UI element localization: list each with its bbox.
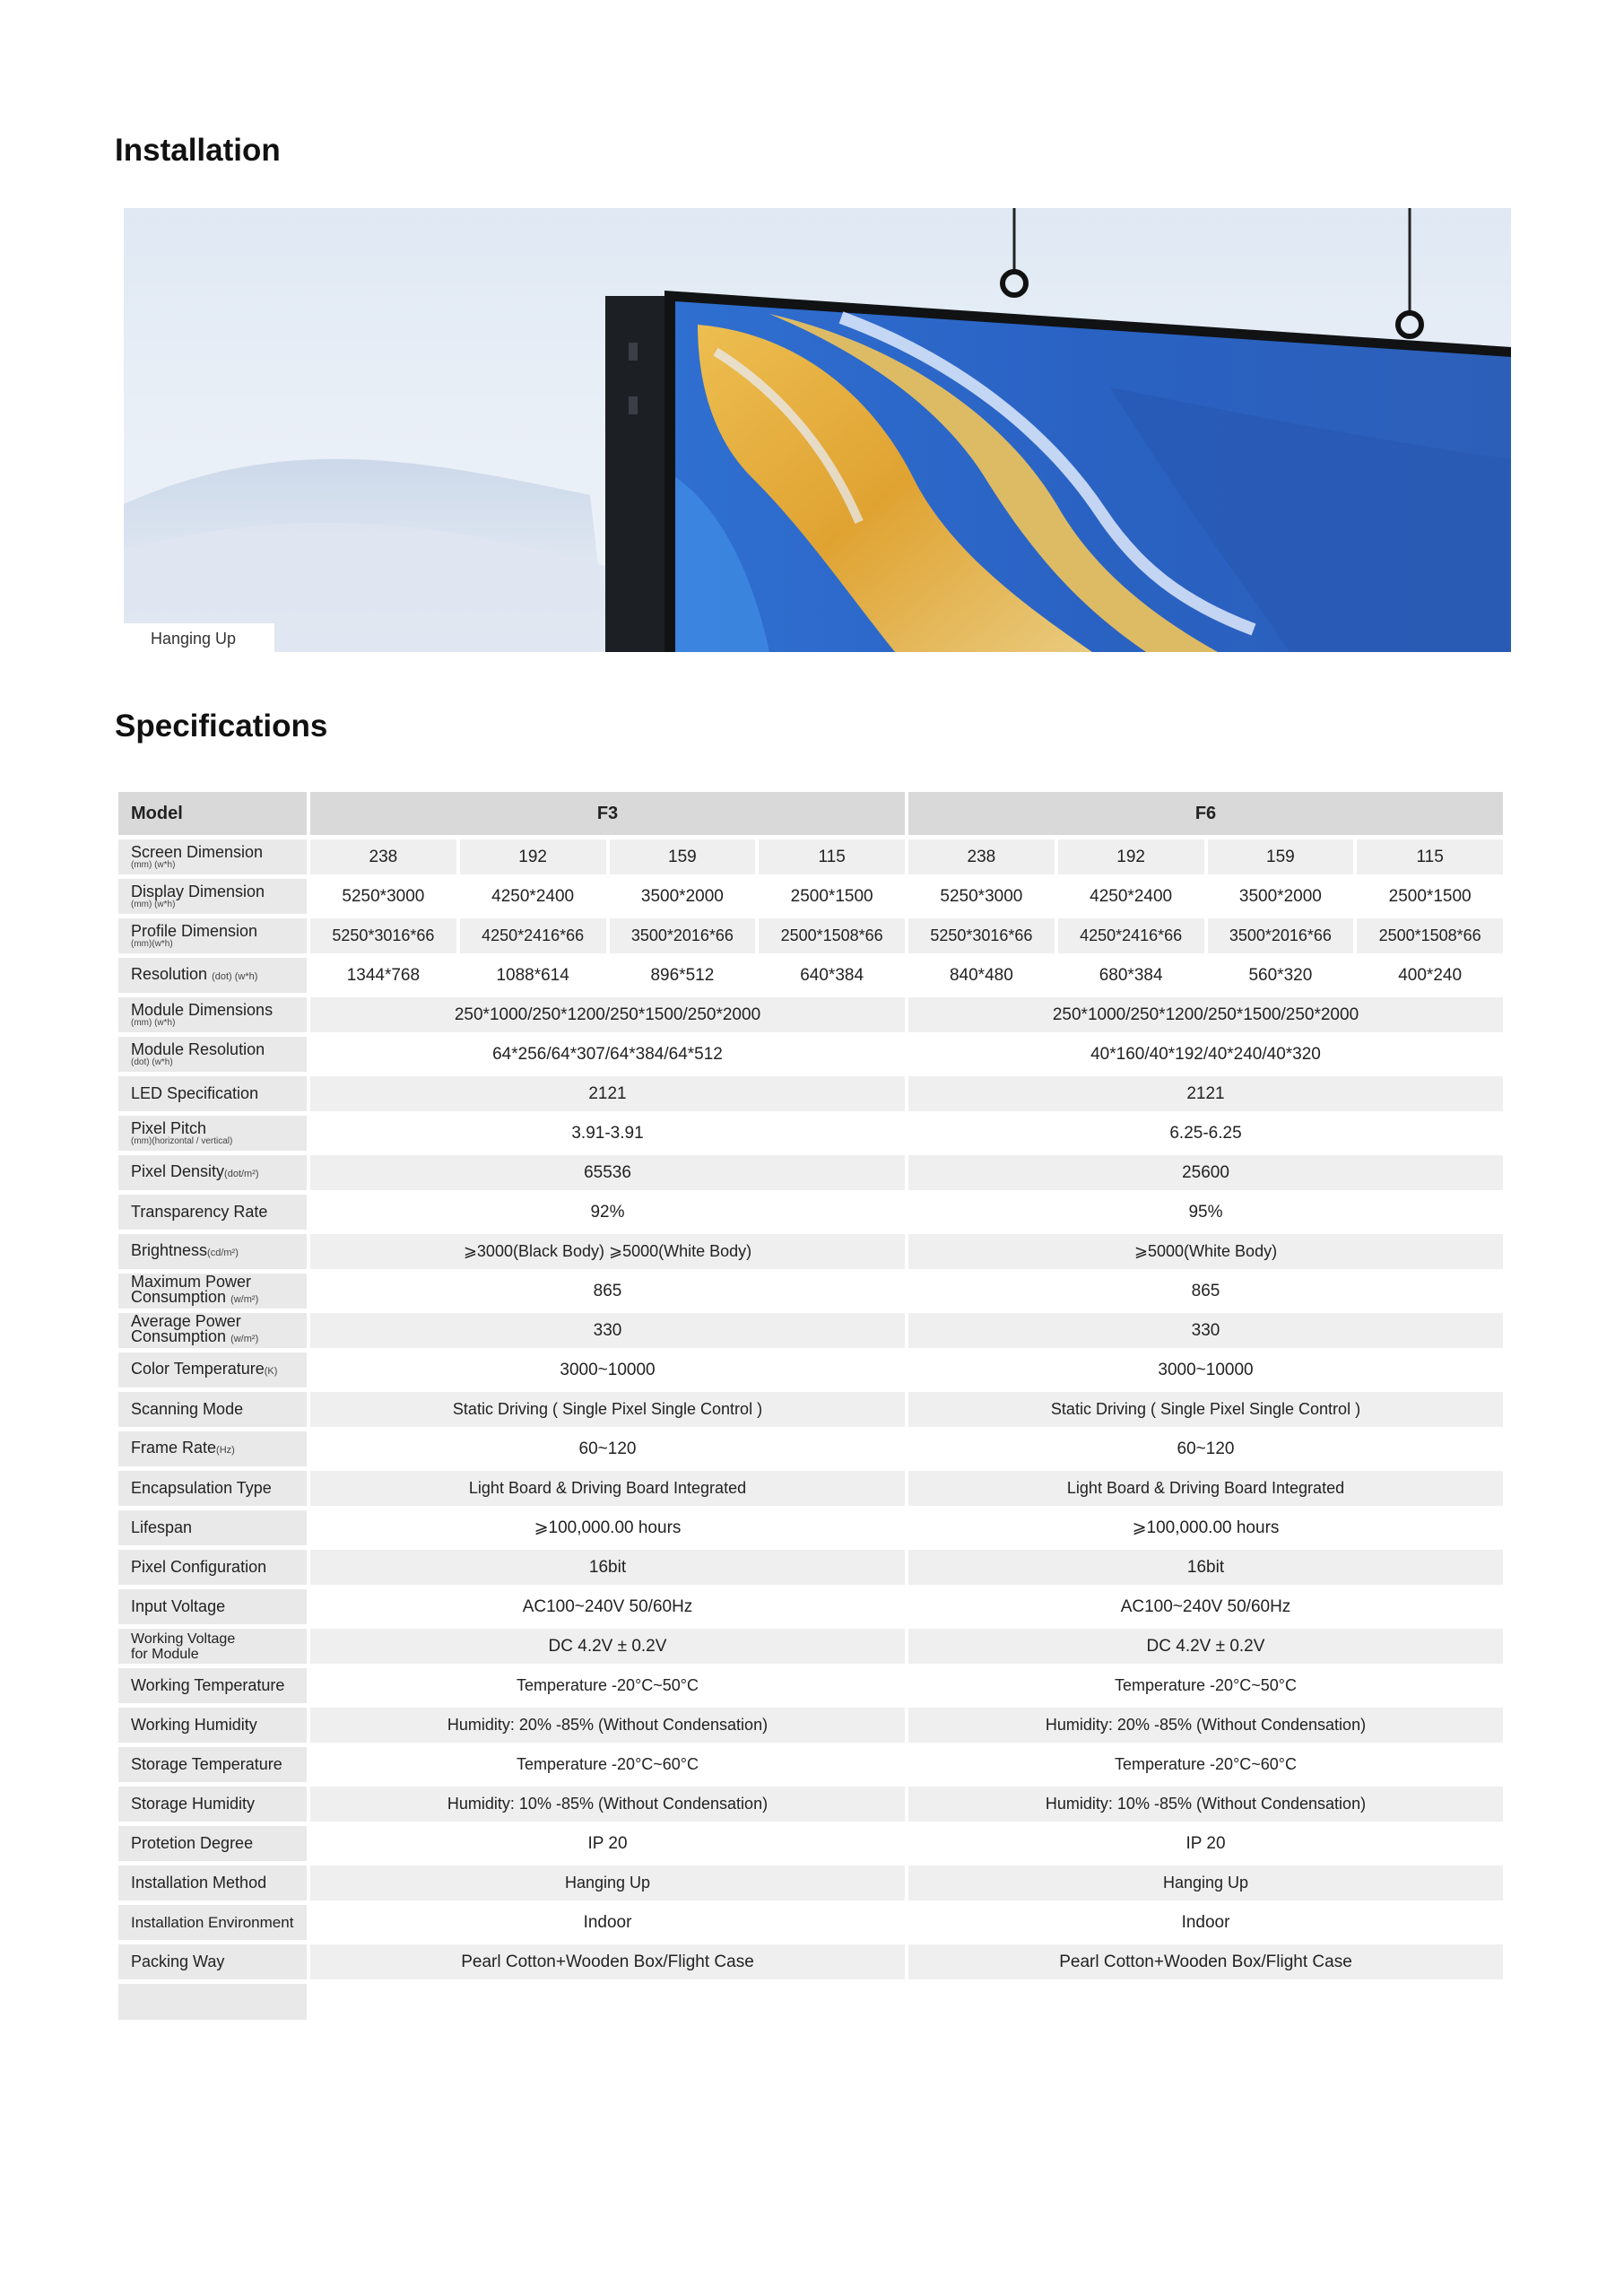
table-row	[118, 1195, 1503, 1230]
table-cell: 5250*3000	[310, 879, 456, 914]
table-cell: Static Driving ( Single Pixel Single Control )	[908, 1392, 1503, 1427]
table-row	[118, 1589, 1503, 1624]
table-cell: ⩾100,000.00 hours	[310, 1510, 905, 1545]
row-label: Storage Humidity	[118, 1787, 307, 1822]
table-cell: Hanging Up	[908, 1866, 1503, 1900]
row-label: Installation Method	[118, 1866, 307, 1900]
table-cell: 2121	[908, 1076, 1503, 1111]
table-cell: 3000~10000	[310, 1352, 905, 1387]
table-cell: 840*480	[908, 958, 1055, 993]
installation-title: Installation	[115, 133, 281, 168]
table-row	[118, 879, 1503, 914]
table-cell: 3000~10000	[908, 1352, 1503, 1387]
table-row	[118, 1629, 1503, 1664]
table-cell: Humidity: 10% -85% (Without Condensation)	[310, 1787, 905, 1822]
table-row	[118, 1234, 1503, 1269]
row-label: Frame Rate(Hz)	[118, 1431, 307, 1466]
row-label: Screen Dimension (mm) (w*h)	[118, 839, 307, 874]
row-label: Pixel Configuration	[118, 1550, 307, 1585]
table-cell: Humidity: 10% -85% (Without Condensation)	[908, 1787, 1503, 1822]
table-cell: Light Board & Driving Board Integrated	[310, 1471, 905, 1506]
row-label: Pixel Pitch (mm)(horizontal / vertical)	[118, 1116, 307, 1151]
table-row	[118, 1155, 1503, 1190]
table-row	[118, 1787, 1503, 1822]
table-cell: 2500*1508*66	[1357, 918, 1503, 953]
table-cell: 238	[908, 839, 1055, 874]
specifications-table	[115, 787, 1507, 2024]
table-cell: 16bit	[310, 1550, 905, 1585]
row-label: Brightness(cd/m²)	[118, 1234, 307, 1269]
row-label: Color Temperature(K)	[118, 1352, 307, 1387]
row-label: Working Voltage for Module	[118, 1629, 307, 1664]
table-cell: 159	[610, 839, 756, 874]
table-cell: 115	[759, 839, 905, 874]
row-label: Packing Way	[118, 1944, 307, 1979]
table-row	[118, 997, 1503, 1032]
table-row	[118, 1313, 1503, 1348]
row-label: Module Resolution (dot) (w*h)	[118, 1037, 307, 1072]
table-cell: 5250*3000	[908, 879, 1055, 914]
table-cell: 330	[908, 1313, 1503, 1348]
row-label	[118, 1984, 307, 2020]
table-cell: 250*1000/250*1200/250*1500/250*2000	[310, 997, 905, 1032]
table-row	[118, 918, 1503, 953]
table-cell: 4250*2400	[460, 879, 606, 914]
row-label: Maximum Power Consumption (w/m²)	[118, 1274, 307, 1309]
row-label: Input Voltage	[118, 1589, 307, 1624]
table-cell: DC 4.2V ± 0.2V	[908, 1629, 1503, 1664]
table-cell: Indoor	[908, 1905, 1503, 1940]
table-cell: Humidity: 20% -85% (Without Condensation)	[908, 1708, 1503, 1743]
table-cell: 3500*2016*66	[610, 918, 756, 953]
row-label: Scanning Mode	[118, 1392, 307, 1427]
table-row-empty	[118, 1984, 1503, 2020]
table-cell: 192	[460, 839, 606, 874]
table-cell: Temperature -20°C~50°C	[908, 1668, 1503, 1703]
table-cell: 2500*1500	[1357, 879, 1503, 914]
table-cell: AC100~240V 50/60Hz	[310, 1589, 905, 1624]
table-cell: 3500*2000	[610, 879, 756, 914]
row-label: Working Temperature	[118, 1668, 307, 1703]
table-row	[118, 1510, 1503, 1545]
table-cell: 560*320	[1208, 958, 1354, 993]
table-cell: Pearl Cotton+Wooden Box/Flight Case	[310, 1944, 905, 1979]
table-cell: ⩾5000(White Body)	[908, 1234, 1503, 1269]
table-row	[118, 1708, 1503, 1743]
table-cell: 865	[310, 1274, 905, 1309]
table-cell: ⩾3000(Black Body) ⩾5000(White Body)	[310, 1234, 905, 1269]
row-label: Working Humidity	[118, 1708, 307, 1743]
row-label: Protetion Degree	[118, 1826, 307, 1861]
table-cell: 95%	[908, 1195, 1503, 1230]
table-cell: 64*256/64*307/64*384/64*512	[310, 1037, 905, 1072]
table-cell: 60~120	[310, 1431, 905, 1466]
table-row	[118, 1668, 1503, 1703]
table-cell: 1344*768	[310, 958, 456, 993]
table-row	[118, 1471, 1503, 1506]
table-cell: 159	[1208, 839, 1354, 874]
table-cell: Temperature -20°C~50°C	[310, 1668, 905, 1703]
table-cell: 2121	[310, 1076, 905, 1111]
row-label: Pixel Density(dot/m²)	[118, 1155, 307, 1190]
table-cell: 3500*2000	[1208, 879, 1354, 914]
table-cell: AC100~240V 50/60Hz	[908, 1589, 1503, 1624]
table-cell: DC 4.2V ± 0.2V	[310, 1629, 905, 1664]
row-label: LED Specification	[118, 1076, 307, 1111]
table-row	[118, 1866, 1503, 1900]
table-header-row	[118, 792, 1503, 835]
table-cell: 115	[1357, 839, 1503, 874]
model-header: Model	[118, 792, 307, 835]
table-row	[118, 1944, 1503, 1979]
table-row	[118, 1076, 1503, 1111]
table-cell: 640*384	[759, 958, 905, 993]
table-cell: 3.91-3.91	[310, 1116, 905, 1151]
table-row	[118, 1905, 1503, 1940]
table-cell: Light Board & Driving Board Integrated	[908, 1471, 1503, 1506]
table-cell: 6.25-6.25	[908, 1116, 1503, 1151]
table-row	[118, 958, 1503, 993]
table-cell: IP 20	[908, 1826, 1503, 1861]
table-cell	[310, 1984, 905, 2020]
table-cell: Hanging Up	[310, 1866, 905, 1900]
table-cell: 680*384	[1058, 958, 1204, 993]
row-label: Installation Environment	[118, 1905, 307, 1940]
table-cell: Static Driving ( Single Pixel Single Control )	[310, 1392, 905, 1427]
hanging-display-image	[124, 208, 1511, 652]
table-cell: 4250*2416*66	[460, 918, 606, 953]
table-cell: 5250*3016*66	[310, 918, 456, 953]
row-label: Profile Dimension (mm)(w*h)	[118, 918, 307, 953]
table-cell: Indoor	[310, 1905, 905, 1940]
row-label: Resolution (dot) (w*h)	[118, 958, 307, 993]
row-label: Display Dimension (mm) (w*h)	[118, 879, 307, 914]
row-label: Transparency Rate	[118, 1195, 307, 1230]
table-cell: 5250*3016*66	[908, 918, 1055, 953]
table-cell: 4250*2416*66	[1058, 918, 1204, 953]
table-row	[118, 1392, 1503, 1427]
table-row	[118, 1352, 1503, 1387]
row-label: Lifespan	[118, 1510, 307, 1545]
table-cell: 40*160/40*192/40*240/40*320	[908, 1037, 1503, 1072]
table-cell: 2500*1508*66	[759, 918, 905, 953]
table-cell: 238	[310, 839, 456, 874]
table-cell: Temperature -20°C~60°C	[908, 1747, 1503, 1782]
table-cell: Humidity: 20% -85% (Without Condensation)	[310, 1708, 905, 1743]
specifications-title: Specifications	[115, 709, 328, 744]
table-cell: 250*1000/250*1200/250*1500/250*2000	[908, 997, 1503, 1032]
table-cell: 25600	[908, 1155, 1503, 1190]
table-cell: ⩾100,000.00 hours	[908, 1510, 1503, 1545]
row-label: Average Power Consumption (w/m²)	[118, 1313, 307, 1348]
table-row	[118, 1274, 1503, 1309]
table-row	[118, 1431, 1503, 1466]
table-cell: 2500*1500	[759, 879, 905, 914]
table-cell: 1088*614	[460, 958, 606, 993]
model-f6-header: F6	[908, 792, 1503, 835]
table-cell: 4250*2400	[1058, 879, 1204, 914]
image-caption: Hanging Up	[124, 623, 274, 652]
table-cell: 92%	[310, 1195, 905, 1230]
table-cell: IP 20	[310, 1826, 905, 1861]
row-label: Encapsulation Type	[118, 1471, 307, 1506]
table-row	[118, 1550, 1503, 1585]
table-cell: 896*512	[610, 958, 756, 993]
table-row	[118, 1116, 1503, 1151]
table-cell: 65536	[310, 1155, 905, 1190]
table-row	[118, 1037, 1503, 1072]
table-row	[118, 839, 1503, 874]
table-cell	[908, 1984, 1503, 2020]
table-cell: Temperature -20°C~60°C	[310, 1747, 905, 1782]
table-row	[118, 1826, 1503, 1861]
table-cell: 60~120	[908, 1431, 1503, 1466]
table-cell: 16bit	[908, 1550, 1503, 1585]
table-cell: 400*240	[1357, 958, 1503, 993]
table-cell: 3500*2016*66	[1208, 918, 1354, 953]
led-screen-illustration	[124, 208, 1511, 652]
table-cell: 865	[908, 1274, 1503, 1309]
model-f3-header: F3	[310, 792, 905, 835]
row-label: Module Dimensions (mm) (w*h)	[118, 997, 307, 1032]
row-label: Storage Temperature	[118, 1747, 307, 1782]
table-cell: 330	[310, 1313, 905, 1348]
table-row	[118, 1747, 1503, 1782]
table-cell: 192	[1058, 839, 1204, 874]
table-cell: Pearl Cotton+Wooden Box/Flight Case	[908, 1944, 1503, 1979]
